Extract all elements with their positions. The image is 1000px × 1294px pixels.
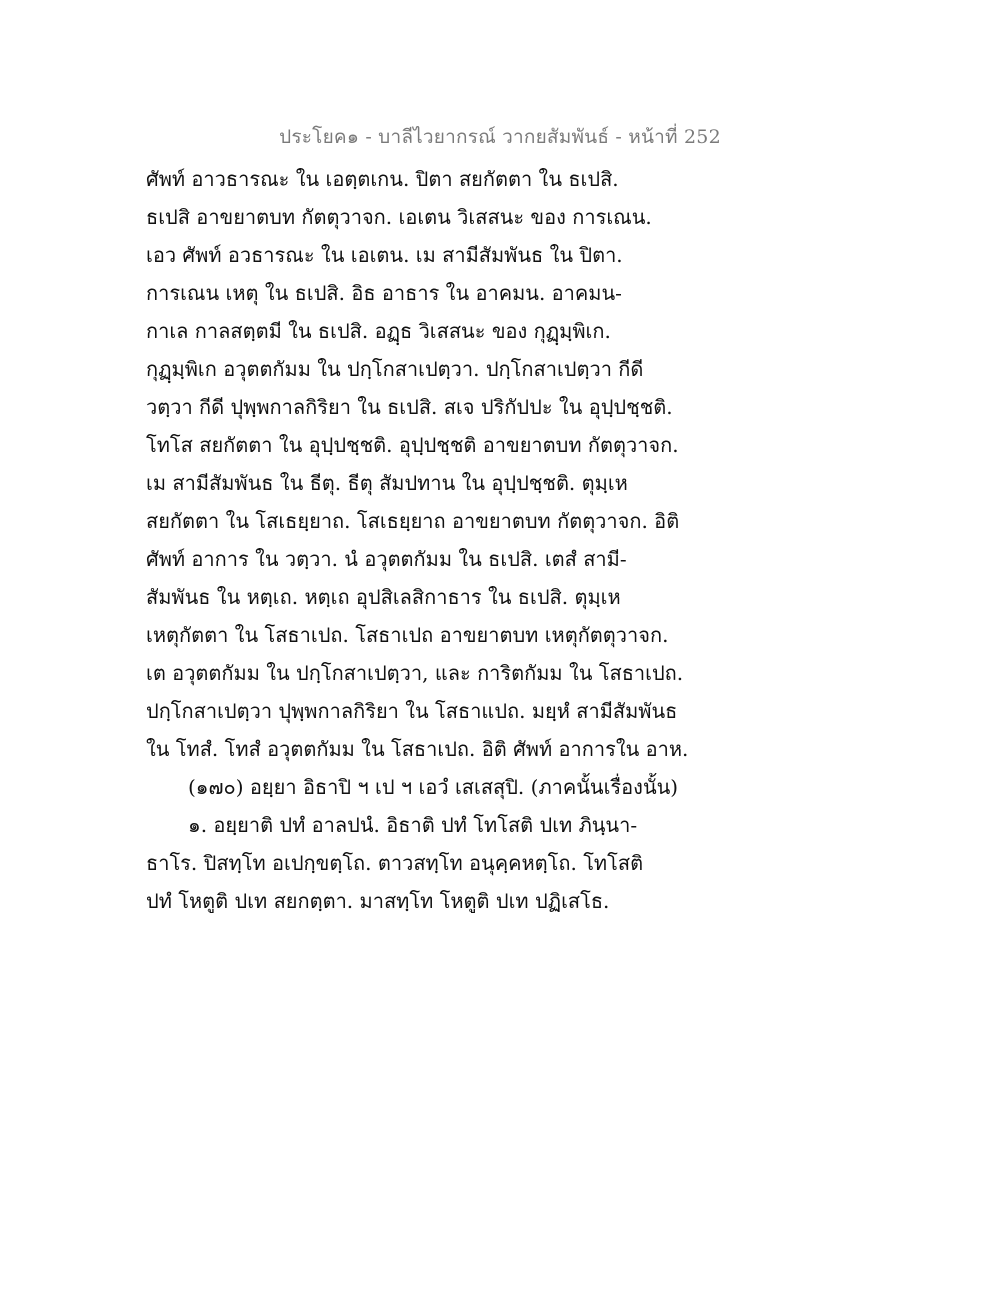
text-line: กุฏฺมฺพิเก อวุตตกัมม ใน ปกฺโกสาเปตฺวา. ปกฺโกสาเปตฺวา กีดี	[146, 357, 644, 381]
body-text	[146, 160, 706, 920]
text-line: ธาโร. ปิสทฺโท อเปกฺขตฺโถ. ตาวสทฺโท อนุคฺคหตฺโถ. โทโสติ	[146, 851, 644, 875]
text-line: โทโส สยกัตตา ใน อุปฺปชฺชติ. อุปฺปชฺชติ อาขยาตบท กัตตุวาจก.	[146, 433, 679, 457]
text-line: สัมพันธ ใน หตฺเถ. หตฺเถ อุปสิเลสิกาธาร ใน ธเปสิ. ตุมฺเห	[146, 585, 621, 609]
text-line: ปทํ โหตูติ ปเท สยกตฺตา. มาสทฺโท โหตูติ ปเท ปฏิเสโธ.	[146, 889, 610, 913]
text-line: สยกัตตา ใน โสเธยฺยาถ. โสเธยฺยาถ อาขยาตบท กัตตุวาจก. อิติ	[146, 509, 680, 533]
text-line: การเณน เหตุ ใน ธเปสิ. อิธ อาธาร ใน อาคมน. อาคมน-	[146, 281, 622, 305]
section-heading-line: (๑๗๐) อยฺยา อิธาปิ ฯ เป ฯ เอวํ เสเสสุปิ. (ภาคนั้นเรื่องนั้น)	[188, 775, 679, 799]
text-line: ศัพท์ อาการ ใน วตฺวา. นํ อวุตตกัมม ใน ธเปสิ. เตสํ สามี-	[146, 547, 627, 571]
text-line: เอว ศัพท์ อวธารณะ ใน เอเตน. เม สามีสัมพันธ ใน ปิตา.	[146, 243, 623, 267]
text-line: เต อวุตตกัมม ใน ปกฺโกสาเปตฺวา, และ การิตกัมม ใน โสธาเปถ.	[146, 661, 684, 685]
page-header: ประโยค๑ - บาลีไวยากรณ์ วากยสัมพันธ์ - หน้าที่ 252	[279, 126, 721, 148]
text-line: วตฺวา กีดี ปุพฺพกาลกิริยา ใน ธเปสิ. สเจ ปริกัปปะ ใน อุปฺปชฺชติ.	[146, 395, 673, 419]
text-line: ศัพท์ อาวธารณะ ใน เอตฺตเกน. ปิตา สยกัตตา ใน ธเปสิ.	[146, 167, 619, 191]
numbered-paragraph-line: ๑. อยฺยาติ ปทํ อาลปนํ. อิธาติ ปทํ โทโสติ ปเท ภินฺนา-	[188, 813, 638, 837]
text-line: กาเล กาลสตฺตมี ใน ธเปสิ. อฏฺธ วิเสสนะ ของ กุฏฺมฺพิเก.	[146, 319, 611, 343]
text-line: เหตุกัตตา ใน โสธาเปถ. โสธาเปถ อาขยาตบท เหตุกัตตุวาจก.	[146, 623, 669, 647]
text-line: เม สามีสัมพันธ ใน ธีตุ. ธีตุ สัมปทาน ใน อุปฺปชฺชติ. ตุมฺเห	[146, 471, 628, 495]
text-line: ปกฺโกสาเปตฺวา ปุพฺพกาลกิริยา ใน โสธาแปถ. มยฺหํ สามีสัมพันธ	[146, 699, 678, 723]
text-line: ธเปสิ อาขยาตบท กัตตุวาจก. เอเตน วิเสสนะ ของ การเณน.	[146, 205, 652, 229]
text-line: ใน โทสํ. โทสํ อวุตตกัมม ใน โสธาเปถ. อิติ ศัพท์ อาการใน อาห.	[146, 737, 689, 761]
